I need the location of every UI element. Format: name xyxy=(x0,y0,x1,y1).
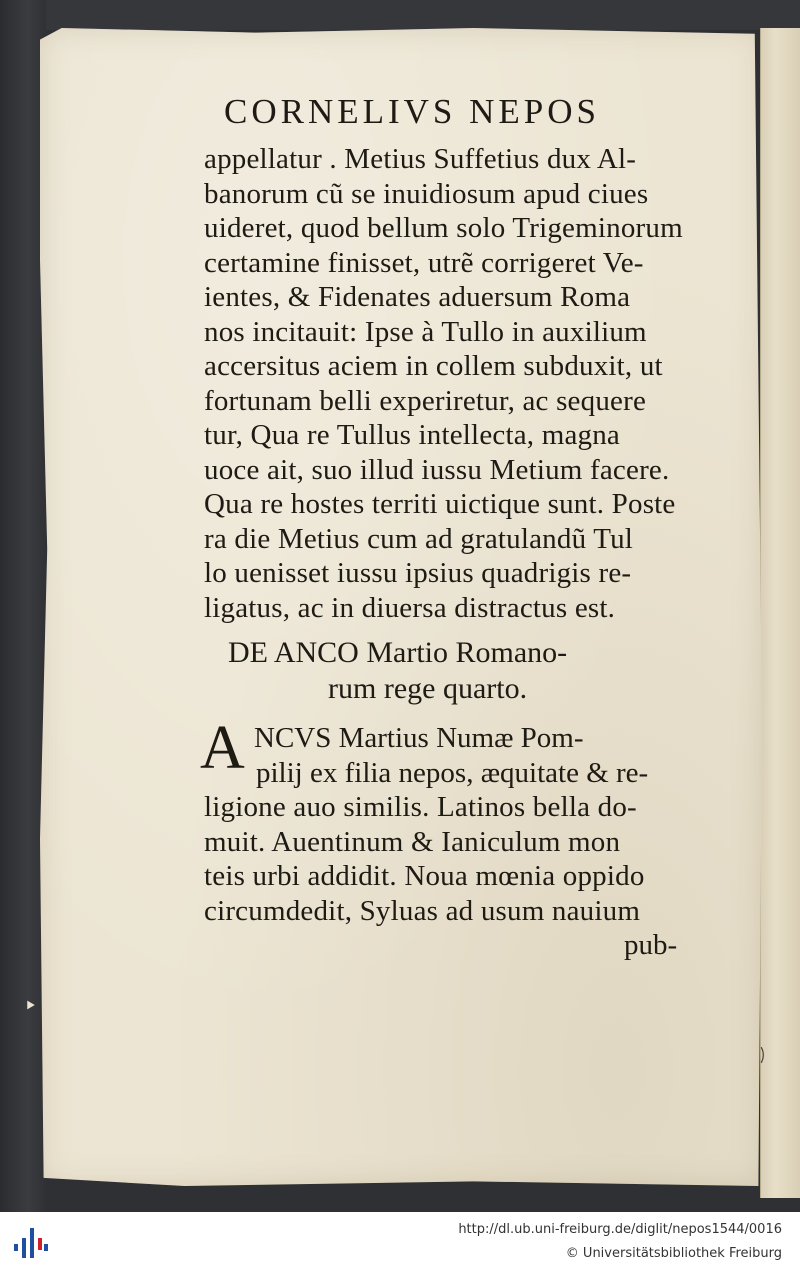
text-line: pilij ex filia nepos, æquitate & re- xyxy=(256,756,649,789)
running-head: CORNELIVS NEPOS xyxy=(224,92,601,131)
text-line: ra die Metius cum ad gratulandũ Tul xyxy=(204,522,634,555)
text-line: circumdedit, Syluas ad usum nauium xyxy=(204,894,641,927)
text-line: certamine finisset, utrẽ corrigeret Ve- xyxy=(204,246,644,279)
viewer-footer xyxy=(0,1212,800,1270)
next-leaf-edge xyxy=(760,28,800,1198)
ub-freiburg-logo-icon xyxy=(10,1222,50,1262)
text-line: uideret, quod bellum solo Trigeminorum xyxy=(204,212,683,244)
text-line: ientes, & Fidenates aduersum Roma xyxy=(204,281,631,313)
text-line: NCVS Martius Numæ Pom- xyxy=(254,722,584,754)
text-line: accersitus aciem in collem subduxit, ut xyxy=(204,350,663,382)
book-cover-edge xyxy=(0,0,46,1212)
text-line: appellatur . Metius Suffetius dux Al- xyxy=(204,143,637,175)
text-line: lo uenisset iussu ipsius quadrigis re- xyxy=(204,557,632,589)
permalink-url[interactable]: http://dl.ub.uni-freiburg.de/diglit/nepos1544/0016 xyxy=(458,1222,782,1237)
book-cover-top xyxy=(0,0,800,30)
text-line: Qua re hostes territi uictique sunt. Poste xyxy=(204,488,676,520)
body-text-bottom xyxy=(160,790,710,928)
body-text-top xyxy=(160,142,710,625)
copyright-notice: © Universitätsbibliothek Freiburg xyxy=(565,1246,782,1261)
text-line: fortunam belli experiretur, ac sequere xyxy=(204,384,647,417)
text-line: banorum cũ se inuidiosum apud ciues xyxy=(204,177,649,210)
text-line: tur, Qua re Tullus intellecta, magna xyxy=(204,419,620,451)
text-line: muit. Auentinum & Ianiculum mon xyxy=(204,825,621,858)
text-line: ligatus, ac in diuersa distractus est. xyxy=(204,591,616,624)
drop-cap-paragraph xyxy=(200,714,710,790)
text-line: ligione auo similis. Latinos bella do- xyxy=(204,791,637,823)
page-text xyxy=(160,88,710,963)
leaf-notch-mark xyxy=(758,1046,768,1064)
catchword: pub- xyxy=(624,929,678,961)
drop-cap: A xyxy=(200,714,245,782)
section-heading-continued: rum rege quarto. xyxy=(328,672,528,705)
text-line: teis urbi addidit. Noua mœnia oppido xyxy=(204,860,645,892)
page-notch-mark xyxy=(26,996,36,1014)
text-line: uoce ait, suo illud iussu Metium facere. xyxy=(204,453,670,486)
section-heading: DE ANCO Martio Romano- xyxy=(228,636,568,669)
text-line: nos incitauit: Ipse à Tullo in auxilium xyxy=(204,315,647,348)
